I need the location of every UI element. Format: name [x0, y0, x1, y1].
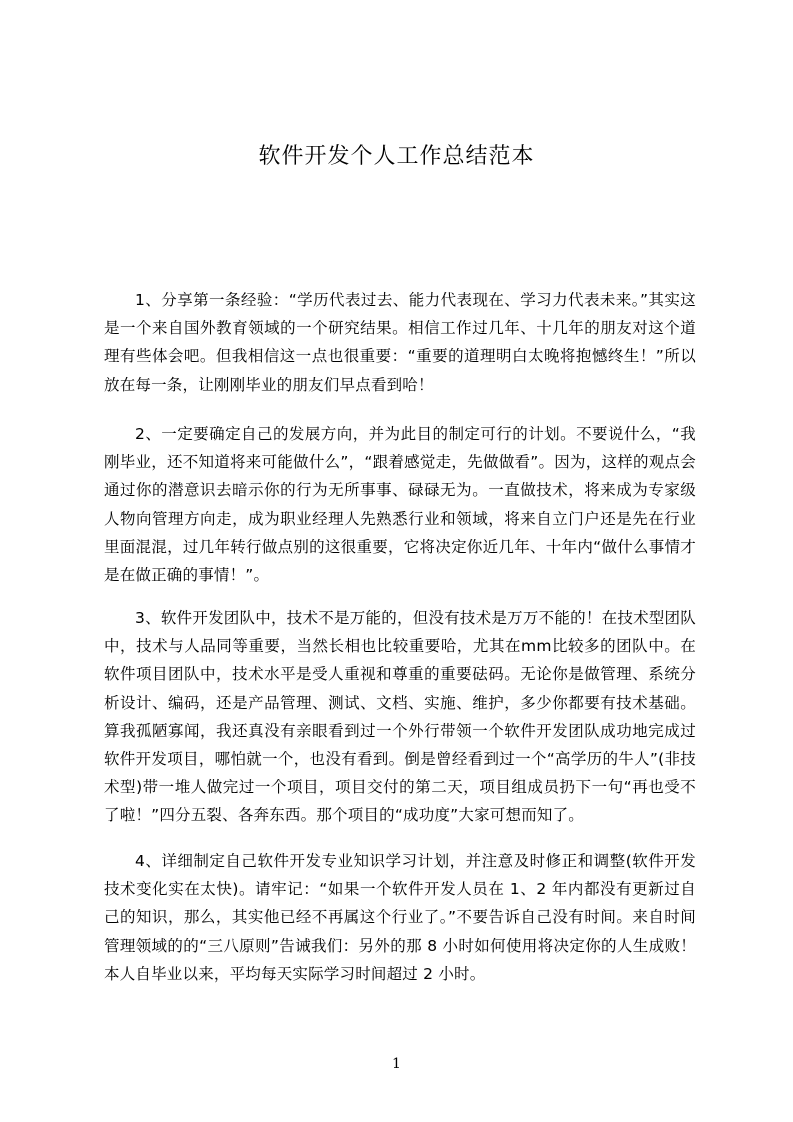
paragraph-2: 2、一定要确定自己的发展方向，并为此目的制定可行的计划。不要说什么，“我刚毕业，还不知道将来可能做什么”，“跟着感觉走，先做做看”。因为，这样的观点会通过你的潜意识去暗示你的行为无所事事、碌碌无为。一直做技术，将来成为专家级人物向管理方向走，成为职业经理人先熟悉行业和领域，将来自立门户还是先在行业里面混混，过几年转行做点别的这很重要，它将决定你近几年、十年内“做什么事情才是在做正确的事情！”。 — [104, 425, 696, 585]
paragraph-4: 4、详细制定自己软件开发专业知识学习计划，并注意及时修正和调整(软件开发技术变化实在太快)。请牢记：“如果一个软件开发人员在 1、2 年内都没有更新过自己的知识，那么，其实他已经不再属这个行业了。”不要告诉自己没有时间。来自时间管理领域的的“三八原则”告诫我们：另外的那 8 小时如何使用将决定你的人生成败！本人自毕业以来，平均每天实际学习时间超过 2 小时。 — [104, 852, 696, 983]
paragraph-1: 1、分享第一条经验：“学历代表过去、能力代表现在、学习力代表未来。”其实这是一个来自国外教育领域的一个研究结果。相信工作过几年、十几年的朋友对这个道理有些体会吧。但我相信这一点也很重要：“重要的道理明白太晚将抱憾终生！”所以放在每一条，让刚刚毕业的朋友们早点看到哈！ — [104, 291, 696, 394]
paragraph-3: 3、软件开发团队中，技术不是万能的，但没有技术是万万不能的！在技术型团队中，技术与人品同等重要，当然长相也比较重要哈，尤其在mm比较多的团队中。在软件项目团队中，技术水平是受人重视和尊重的重要砝码。无论你是做管理、系统分析设计、编码，还是产品管理、测试、文档、实施、维护，多少你都要有技术基础。算我孤陋寡闻，我还真没有亲眼看到过一个外行带领一个软件开发团队成功地完成过软件开发项目，哪怕就一个，也没有看到。倒是曾经看到过一个“高学历的牛人”(非技术型)带一堆人做完过一个项目，项目交付的第二天，项目组成员扔下一句“再也受不了啦！”四分五裂、各奔东西。那个项目的“成功度”大家可想而知了。 — [104, 609, 696, 825]
page-number: 1 — [392, 1056, 401, 1072]
document-title: 软件开发个人工作总结范本 — [258, 144, 535, 169]
